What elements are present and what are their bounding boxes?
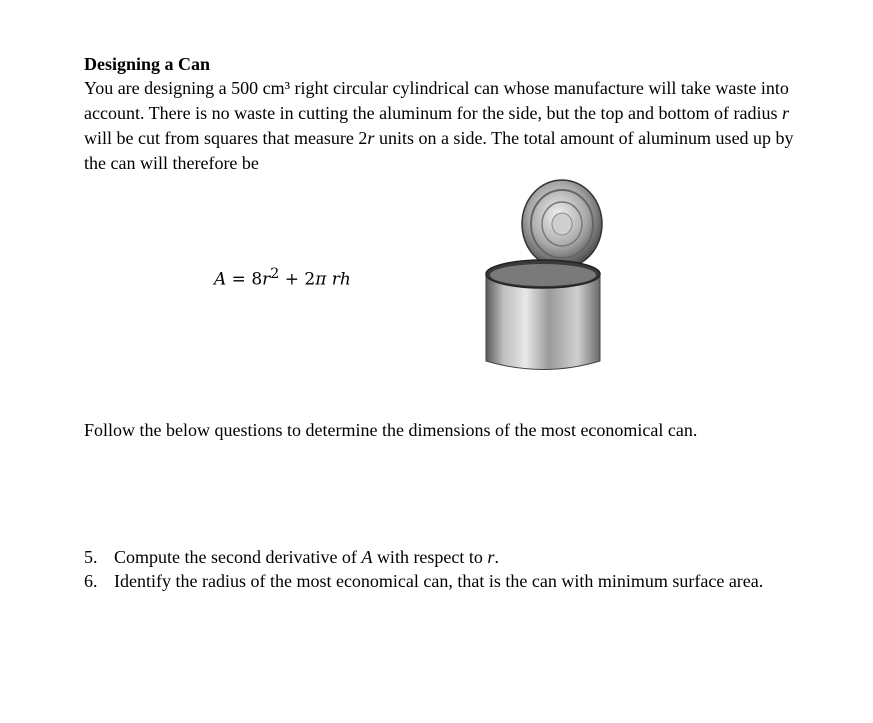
intro-paragraph: You are designing a 500 cm³ right circular cylindrical can whose manufacture will take waste into account. There is no waste in cutting the aluminum for the side, but the top and bottom of radius r will be cut from squares that measure 2r units on a side. The total amount of aluminum used up by the can will therefore be [84,78,794,173]
area-formula: $A = 8r^2 + 2\pi$ rh [214,266,351,290]
question-text: Compute the second derivative of A with respect to r. [114,547,499,567]
instructions-text: Follow the below questions to determine the dimensions of the most economical can. [84,420,698,440]
question-number: 6. [84,571,98,591]
can-image [480,176,608,378]
question-text: Identify the radius of the most economical can, that is the can with minimum surface area. [114,571,764,591]
question-number: 5. [84,547,98,567]
page-title: Designing a Can [84,54,211,74]
